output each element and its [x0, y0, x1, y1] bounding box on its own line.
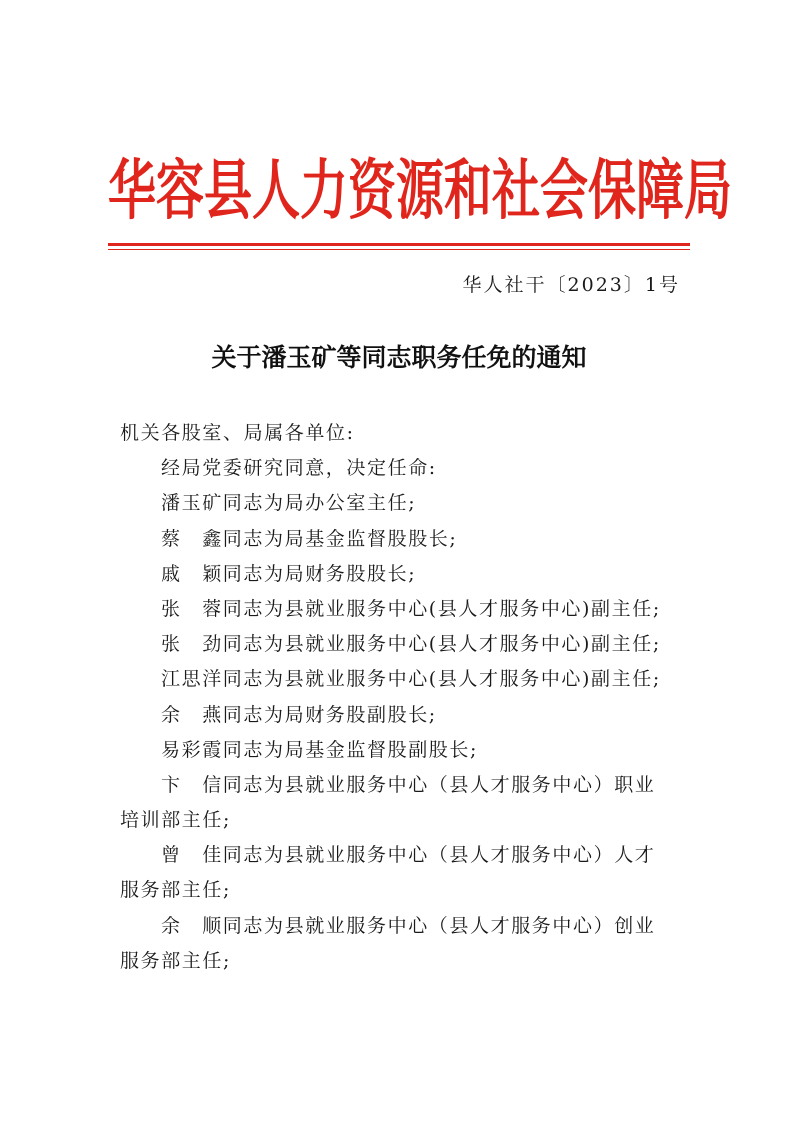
- document-body: [120, 416, 690, 979]
- org-masthead: 华容县人力资源和社会保障局: [108, 153, 733, 229]
- body-line-continuation: 服务部主任;: [120, 949, 232, 972]
- body-line: 经局党委研究同意，决定任命:: [161, 457, 437, 480]
- document-number: 华人社干〔2023〕1号: [462, 274, 680, 296]
- body-line: 蔡 鑫同志为局基金监督股股长;: [161, 527, 458, 550]
- salutation: 机关各股室、局属各单位:: [120, 422, 355, 444]
- body-line: 余 顺同志为县就业服务中心（县人才服务中心）创业: [161, 914, 656, 937]
- red-header-rule-thin: [108, 249, 690, 250]
- body-line: 曾 佳同志为县就业服务中心（县人才服务中心）人才: [161, 844, 656, 867]
- body-line: 余 燕同志为局财务股副股长;: [161, 703, 437, 726]
- body-line: 易彩霞同志为局基金监督股副股长;: [161, 738, 479, 761]
- red-header-rule: [108, 243, 690, 246]
- body-line: 戚 颖同志为局财务股股长;: [161, 562, 417, 585]
- body-line: 张 蓉同志为县就业服务中心(县人才服务中心)副主任;: [161, 597, 661, 620]
- body-line: 卞 信同志为县就业服务中心（县人才服务中心）职业: [161, 773, 656, 796]
- body-line: 潘玉矿同志为局办公室主任;: [161, 492, 417, 515]
- document-title: 关于潘玉矿等同志职务任免的通知: [211, 343, 587, 372]
- body-line: 张 劲同志为县就业服务中心(县人才服务中心)副主任;: [161, 633, 661, 656]
- body-line-continuation: 培训部主任;: [120, 809, 232, 832]
- body-line: 江思洋同志为县就业服务中心(县人才服务中心)副主任;: [161, 668, 661, 691]
- body-line-continuation: 服务部主任;: [120, 879, 232, 902]
